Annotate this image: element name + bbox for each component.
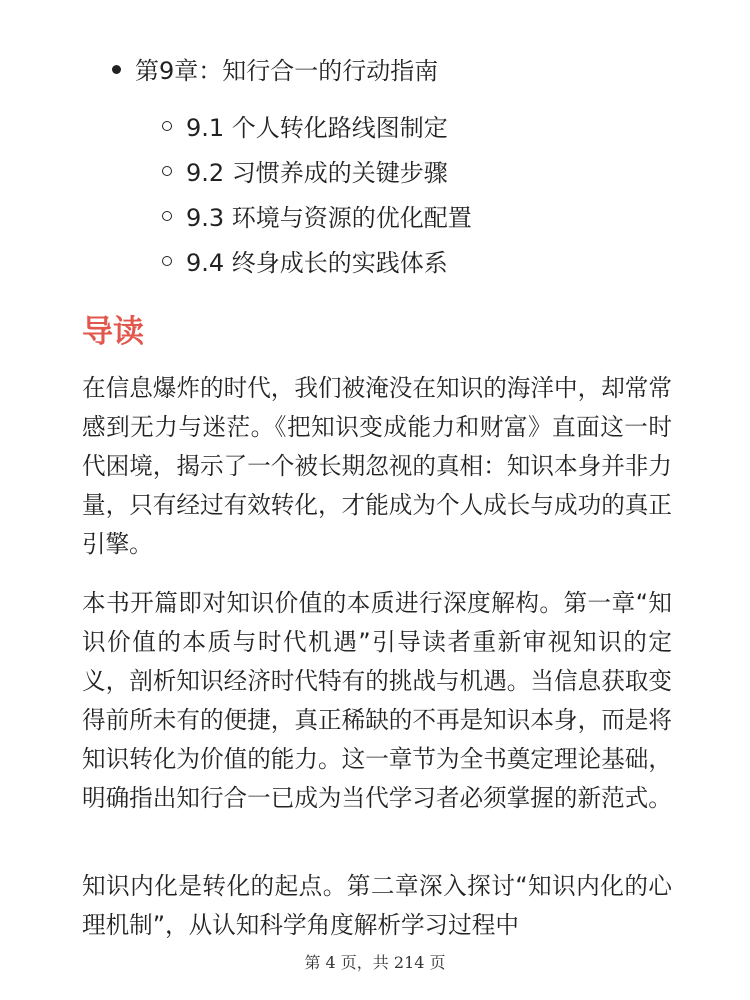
intro-paragraph: 在信息爆炸的时代，我们被淹没在知识的海洋中，却常常感到无力与迷茫。《把知识变成能力和财富》直面这一时代困境，揭示了一个被长期忽视的真相：知识本身并非力量，只有经过有效转化，才能成为个人成长与成功的真正引擎。 — [82, 374, 672, 558]
toc-section-item — [162, 151, 472, 196]
toc-section-item — [162, 241, 472, 286]
toc-section-title: 9.2 习惯养成的关键步骤 — [186, 159, 448, 187]
toc-section-title: 9.4 终身成长的实践体系 — [186, 249, 448, 277]
toc-chapter-item — [112, 50, 438, 92]
intro-paragraph: 本书开篇即对知识价值的本质进行深度解构。第一章“知识价值的本质与时代机遇”引导读者重新审视知识的定义，剖析知识经济时代特有的挑战与机遇。当信息获取变得前所未有的便捷，真正稀缺的不再是知识本身，而是将知识转化为价值的能力。这一章节为全书奠定理论基础，明确指出知行合一已成为当代学习者必须掌握的新范式。 — [82, 589, 672, 812]
bullet-dot-icon — [112, 65, 121, 74]
page-number-footer: 第 4 页，共 214 页 — [304, 953, 446, 972]
intro-heading: 导读 — [82, 314, 144, 350]
toc-chapter-title: 第9章：知行合一的行动指南 — [135, 57, 439, 85]
toc-section-item — [162, 196, 472, 241]
circle-bullet-icon — [162, 121, 172, 131]
toc-section-list — [162, 106, 472, 286]
toc-section-title: 9.1 个人转化路线图制定 — [186, 114, 448, 142]
intro-paragraph: 知识内化是转化的起点。第二章深入探讨“知识内化的心理机制”，从认知科学角度解析学习过程中 — [82, 872, 672, 939]
toc-section-title: 9.3 环境与资源的优化配置 — [186, 204, 472, 232]
circle-bullet-icon — [162, 211, 172, 221]
toc-section-item — [162, 106, 472, 151]
circle-bullet-icon — [162, 256, 172, 266]
circle-bullet-icon — [162, 166, 172, 176]
